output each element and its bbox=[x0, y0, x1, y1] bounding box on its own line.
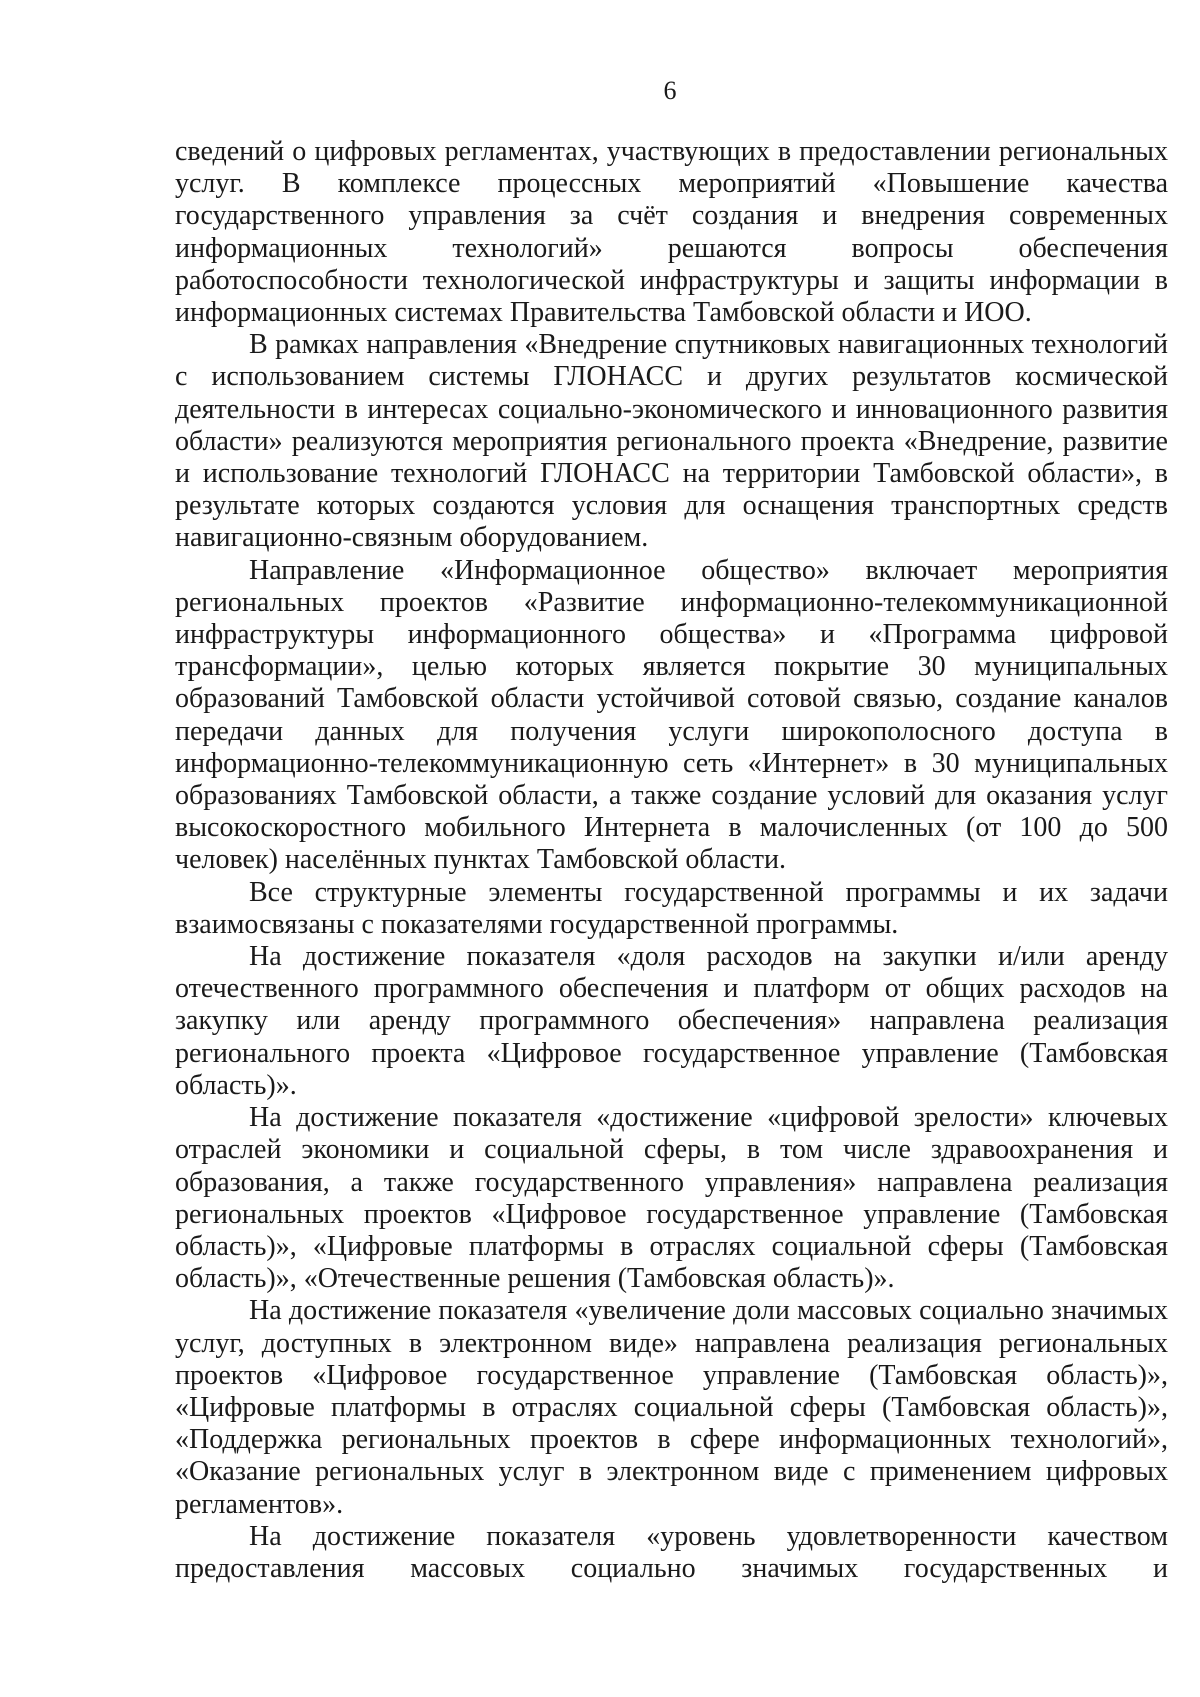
paragraph-satisfaction-level: На достижение показателя «уровень удовлетворенности качеством предоставления массовых социально значимых государственных и bbox=[175, 1520, 1168, 1584]
paragraph-electronic-services: На достижение показателя «увеличение доли массовых социально значимых услуг, доступных в электронном виде» направлена реализация региональных проектов «Цифровое государственное управление (Тамбовская область)», «Цифровые платформы в отраслях социальной сферы (Тамбовская область)», «Поддержка региональных проектов в сфере информационных технологий», «Оказание региональных услуг в электронном виде с применением цифровых регламентов». bbox=[175, 1295, 1168, 1520]
document-body bbox=[175, 136, 1168, 1585]
paragraph-glonass: В рамках направления «Внедрение спутниковых навигационных технологий с использованием системы ГЛОНАСС и других результатов космической деятельности в интересах социально-экономического и инновационного развития области» реализуются мероприятия регионального проекта «Внедрение, развитие и использование технологий ГЛОНАСС на территории Тамбовской области», в результате которых создаются условия для оснащения транспортных средств навигационно-связным оборудованием. bbox=[175, 329, 1168, 554]
paragraph-continuation: сведений о цифровых регламентах, участвующих в предоставлении региональных услуг. В комплексе процессных мероприятий «Повышение качества государственного управления за счёт создания и внедрения современных информационных технологий» решаются вопросы обеспечения работоспособности технологической инфраструктуры и защиты информации в информационных системах Правительства Тамбовской области и ИОО. bbox=[175, 136, 1168, 329]
page-number: 6 bbox=[663, 76, 677, 105]
paragraph-digital-maturity: На достижение показателя «достижение «цифровой зрелости» ключевых отраслей экономики и социальной сферы, в том числе здравоохранения и образования, а также государственного управления» направлена реализация региональных проектов «Цифровое государственное управление (Тамбовская область)», «Цифровые платформы в отраслях социальной сферы (Тамбовская область)», «Отечественные решения (Тамбовская область)». bbox=[175, 1102, 1168, 1295]
paragraph-structural-elements: Все структурные элементы государственной программы и их задачи взаимосвязаны с показателями государственной программы. bbox=[175, 876, 1168, 940]
paragraph-software-share: На достижение показателя «доля расходов на закупки и/или аренду отечественного программного обеспечения и платформ от общих расходов на закупку или аренду программного обеспечения» направлена реализация регионального проекта «Цифровое государственное управление (Тамбовская область)». bbox=[175, 941, 1168, 1101]
paragraph-information-society: Направление «Информационное общество» включает мероприятия региональных проектов «Развитие информационно-телекоммуникационной инфраструктуры информационного общества» и «Программа цифровой трансформации», целью которых является покрытие 30 муниципальных образований Тамбовской области устойчивой сотовой связью, создание каналов передачи данных для получения услуги широкополосного доступа в информационно-телекоммуникационную сеть «Интернет» в 30 муниципальных образованиях Тамбовской области, а также создание условий для оказания услуг высокоскоростного мобильного Интернета в малочисленных (от 100 до 500 человек) населённых пунктах Тамбовской области. bbox=[175, 554, 1168, 876]
